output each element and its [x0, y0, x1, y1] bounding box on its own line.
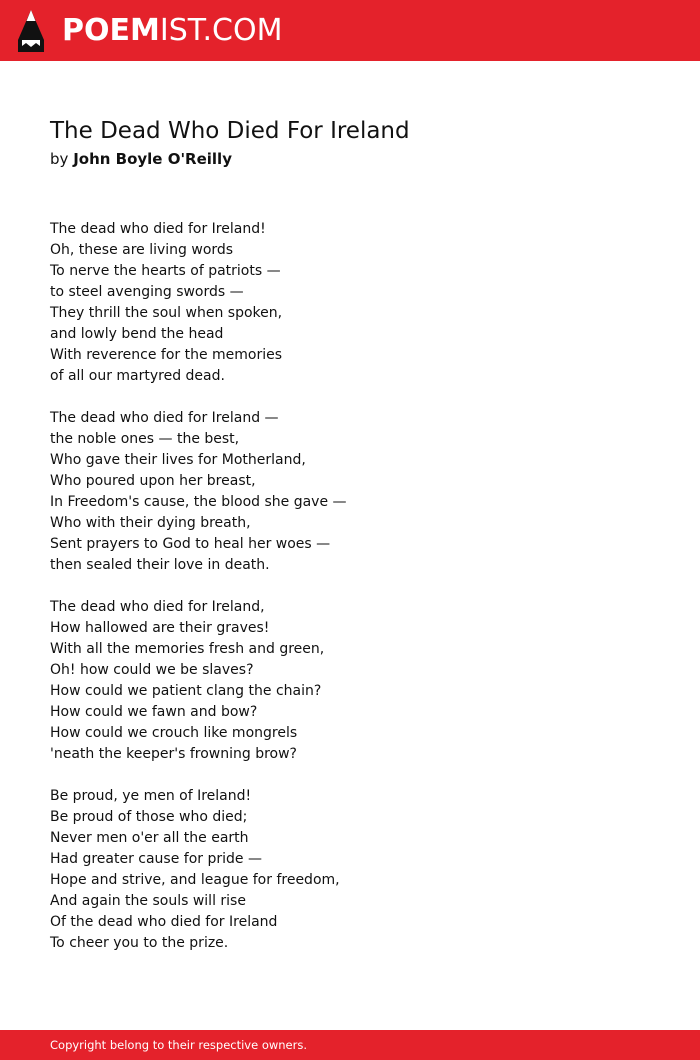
poem-line: How could we crouch like mongrels: [50, 725, 298, 741]
site-logo[interactable]: [62, 11, 282, 51]
logo-bold-text: POEM: [62, 13, 160, 48]
poem-line: In Freedom's cause, the blood she gave —: [50, 494, 347, 510]
poem-line: Who with their dying breath,: [50, 515, 251, 531]
logo-light-text: IST.COM: [159, 13, 283, 48]
poem-line: Be proud, ye men of Ireland!: [50, 788, 252, 804]
poem-line: to steel avenging swords —: [50, 284, 244, 300]
poem-line: Who poured upon her breast,: [50, 473, 256, 489]
poem-line: the noble ones — the best,: [50, 431, 240, 447]
poem-line: To cheer you to the prize.: [50, 935, 229, 951]
poem-line: The dead who died for Ireland!: [50, 221, 266, 237]
poem-line: And again the souls will rise: [50, 893, 246, 909]
poem-line: Had greater cause for pride —: [50, 851, 262, 867]
pencil-tip-icon[interactable]: [18, 10, 44, 52]
site-footer: [0, 1030, 700, 1060]
poem-line: They thrill the soul when spoken,: [50, 305, 283, 321]
stanza-4: [50, 786, 650, 954]
poem-line: Who gave their lives for Motherland,: [50, 452, 306, 468]
poem-line: Sent prayers to God to heal her woes —: [50, 536, 331, 552]
poem-line: The dead who died for Ireland —: [50, 410, 279, 426]
poem-line: With reverence for the memories: [50, 347, 283, 363]
poem-line: of all our martyred dead.: [50, 368, 225, 384]
copyright-notice: Copyright belong to their respective owners.: [50, 1038, 308, 1052]
poem-line: The dead who died for Ireland,: [50, 599, 265, 615]
poem-body: [50, 219, 650, 975]
site-header: [0, 0, 700, 61]
stanza-1: [50, 219, 650, 387]
poem-line: and lowly bend the head: [50, 326, 224, 342]
poem-author: John Boyle O'Reilly: [73, 150, 232, 168]
poem-line: How could we fawn and bow?: [50, 704, 258, 720]
poem-line: How hallowed are their graves!: [50, 620, 270, 636]
poem-line: How could we patient clang the chain?: [50, 683, 322, 699]
poem-line: With all the memories fresh and green,: [50, 641, 325, 657]
poem-line: Be proud of those who died;: [50, 809, 248, 825]
poem-line: Oh, these are living words: [50, 242, 234, 258]
poem-title: The Dead Who Died For Ireland: [50, 118, 410, 144]
poem-line: Hope and strive, and league for freedom,: [50, 872, 340, 888]
poem-line: Oh! how could we be slaves?: [50, 662, 254, 678]
byline-prefix: by: [50, 150, 69, 168]
stanza-3: [50, 597, 650, 765]
poem-line: Of the dead who died for Ireland: [50, 914, 278, 930]
poem-line: To nerve the hearts of patriots —: [50, 263, 281, 279]
poem-byline: [50, 149, 232, 169]
poem-line: Never men o'er all the earth: [50, 830, 249, 846]
poem-line: then sealed their love in death.: [50, 557, 270, 573]
poem-line: 'neath the keeper's frowning brow?: [50, 746, 297, 762]
stanza-2: [50, 408, 650, 576]
